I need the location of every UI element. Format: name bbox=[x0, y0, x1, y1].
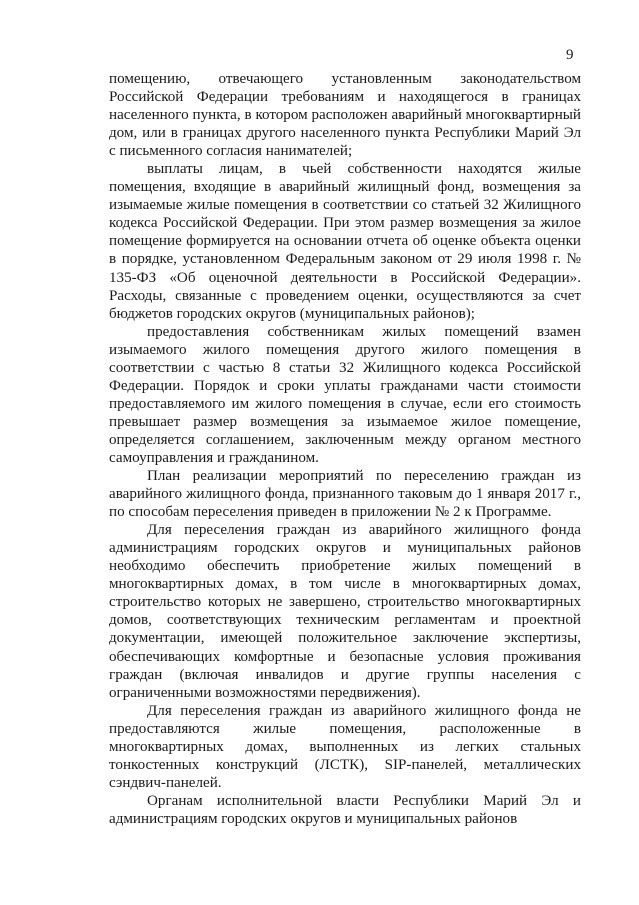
paragraph-provision: предоставления собственникам жилых помещений взамен изымаемого жилого помещения другого жилого помещения в соответствии с частью 8 статьи 32 Жилищного кодекса Российской Федерации. Порядок и сроки уплаты гражданами части стоимости предоставляемого им жилого помещения в случае, если его стоимость превышает размер возмещения за изымаемое жилое помещение, определяется соглашением, заключенным между органом местного самоуправления и гражданином. bbox=[109, 323, 581, 466]
paragraph-plan: План реализации мероприятий по переселению граждан из аварийного жилищного фонда, признанного таковым до 1 января 2017 г., по способам переселения приведен в приложении № 2 к Программе. bbox=[109, 468, 581, 521]
paragraph-authorities: Органам исполнительной власти Республики Марий Эл и администрациям городских округов и муниципальных районов bbox=[109, 792, 581, 827]
page-number: 9 bbox=[566, 47, 574, 63]
document-body bbox=[109, 70, 581, 828]
paragraph-excluded-housing: Для переселения граждан из аварийного жилищного фонда не предоставляются жилые помещения, расположенные в многоквартирных домах, выполненных из легких стальных тонкостенных конструкций (ЛСТК), SIP-панелей, металлических сэндвич-панелей. bbox=[109, 702, 581, 791]
paragraph-resettlement-requirements: Для переселения граждан из аварийного жилищного фонда администрациям городских округов и муниципальных районов необходимо обеспечить приобретение жилых помещений в многоквартирных домах, в том числе в многоквартирных домах, строительство которых не завершено, строительство многоквартирных домов, соответствующих техническим регламентам и проектной документации, имеющей положительное заключение экспертизы, обеспечивающих комфортные и безопасные условия проживания граждан (включая инвалидов и другие группы населения с ограниченными возможностями передвижения). bbox=[109, 522, 581, 701]
paragraph-payments: выплаты лицам, в чьей собственности находятся жилые помещения, входящие в аварийный жилищный фонд, возмещения за изымаемые жилые помещения в соответствии со статьей 32 Жилищного кодекса Российской Федерации. При этом размер возмещения за жилое помещение формируется на основании отчета об оценке объекта оценки в порядке, установленном Федеральным законом от 29 июля 1998 г. № 135-ФЗ «Об оценочной деятельности в Российской Федерации». Расходы, связанные с проведением оценки, осуществляются за счет бюджетов городских округов (муниципальных районов); bbox=[109, 161, 581, 322]
paragraph-continued: помещению, отвечающего установленным законодательством Российской Федерации требованиям и находящегося в границах населенного пункта, в котором расположен аварийный многоквартирный дом, или в границах другого населенного пункта Республики Марий Эл с письменного согласия нанимателей; bbox=[109, 71, 581, 160]
